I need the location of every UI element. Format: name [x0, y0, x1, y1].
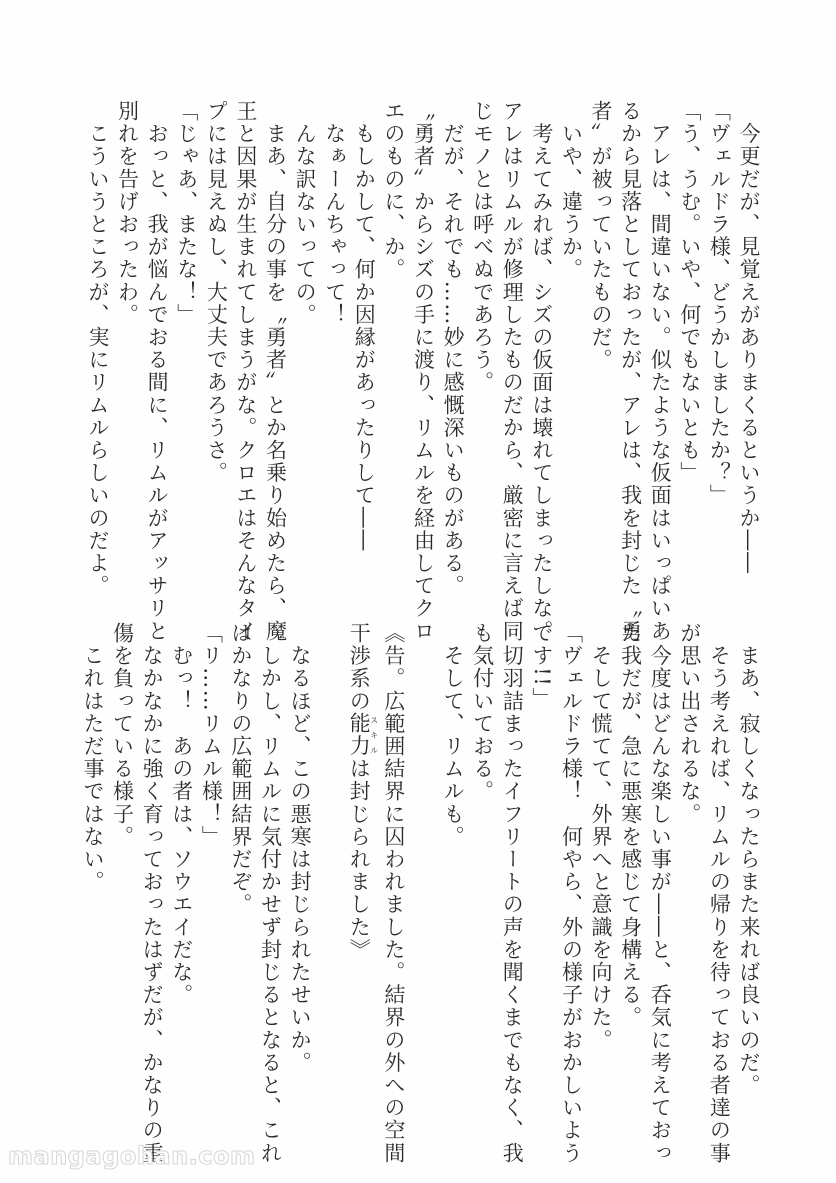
- text-line: た我だが、急に悪寒を感じて身構える。: [618, 622, 643, 1029]
- text-line: 考えてみれば、シズの仮面は壊れてしまったしな。: [529, 100, 554, 643]
- text-line: なぁーんちゃって！: [322, 100, 347, 326]
- dialogue-line: 「う、うむ。いや、何でもないとも」: [677, 100, 702, 485]
- dialogue-line: 「ヴェルドラ様！ 何やら、外の様子がおかしいよう: [559, 622, 584, 1165]
- site-watermark: mangagohan.com: [8, 1142, 256, 1170]
- ruby-base: 能力: [347, 712, 372, 758]
- text-line: が思い出されるな。: [677, 622, 702, 826]
- text-line: むっ！ あの者は、ソウエイだな。: [169, 622, 194, 1007]
- text-line: もしかして、何か因縁があったりして――: [352, 100, 377, 552]
- dialogue-line: 「リ……リムル様！」: [199, 622, 224, 848]
- text-line: 今更だが、見覚えがありまくるというか――: [737, 100, 761, 575]
- text-line: 今度はどんな楽しい事が――と、呑気に考えておっ: [648, 622, 673, 1165]
- notice-text: は封じられました》: [347, 757, 372, 962]
- text-line: はかなりの広範囲結界だぞ。: [228, 622, 253, 916]
- system-notice-line: 《告。広範囲結界に囚われました。結界の外への空間: [381, 622, 406, 1165]
- text-line: アレはリムルが修理したものだから、厳密に言えば同: [500, 100, 525, 643]
- text-line: プには見えぬし、大丈夫であろうさ。: [204, 100, 229, 485]
- ruby-annotation: スキル: [369, 712, 379, 758]
- text-line: これはただ事ではない。: [80, 622, 105, 894]
- text-line: も気付いておる。: [470, 622, 495, 803]
- text-line: そして慌てて、外界へと意識を向けた。: [589, 622, 614, 1052]
- text-line: だが、それでも……妙に感慨深いものがある。: [441, 100, 466, 598]
- text-line: そう考えれば、リムルの帰りを待っておる者達の事: [707, 622, 732, 1165]
- text-line: なかなかに強く育っておったはずだが、かなりの重: [140, 622, 165, 1165]
- text-line: アレは、間違いない。似たような仮面はいっぱいあ: [648, 100, 673, 643]
- text-line: こういうところが、実にリムルらしいのだよ。: [85, 100, 110, 598]
- blank-line: [408, 622, 438, 1092]
- dialogue-line: 「ヴェルドラ様、どうかしましたか？」: [707, 100, 732, 507]
- skill-ruby: [347, 712, 379, 758]
- text-line: まあ、寂しくなったらまた来れば良いのだ。: [737, 622, 761, 1097]
- dialogue-line: 「じゃあ、またな！」: [174, 100, 199, 326]
- notice-text: 干渉系の: [347, 622, 372, 713]
- text-line: そして、リムルも。: [441, 622, 466, 848]
- top-text-block: [73, 100, 763, 643]
- system-notice-line: [344, 622, 379, 1092]
- text-line: んな訳ないっての。: [293, 100, 318, 326]
- text-line: エのものに、か。: [381, 100, 406, 281]
- text-line: じモノとは呼べぬであろう。: [470, 100, 495, 394]
- text-line: しかし、リムルに気付かせず封じるとなると、これ: [258, 622, 283, 1165]
- text-line: 別れを告げおったわ。: [115, 100, 140, 326]
- text-line: いや、違うか。: [559, 100, 584, 281]
- dialogue-line: です!!」: [529, 622, 554, 710]
- text-line: 者〟が被っていたものだ。: [589, 100, 614, 372]
- text-line: おっと、我が悩んでおる間に、リムルがアッサリと: [145, 100, 170, 643]
- text-line: まあ、自分の事を〝勇者〟とか名乗り始めたら、魔: [263, 100, 288, 643]
- text-line: 王と因果が生まれてしまうがな。クロエはそんなタイ: [233, 100, 258, 643]
- text-line: 切羽詰まったイフリートの声を聞くまでもなく、我: [500, 622, 525, 1165]
- text-line: るから見落としておったが、アレは、我を封じた〝勇: [618, 100, 643, 643]
- text-line: なるほど、この悪寒は封じられたせいか。: [288, 622, 313, 1074]
- text-line: 〝勇者〟からシズの手に渡り、リムルを経由してクロ: [411, 100, 436, 643]
- blank-line: [314, 622, 344, 1092]
- text-line: 傷を負っている様子。: [110, 622, 135, 848]
